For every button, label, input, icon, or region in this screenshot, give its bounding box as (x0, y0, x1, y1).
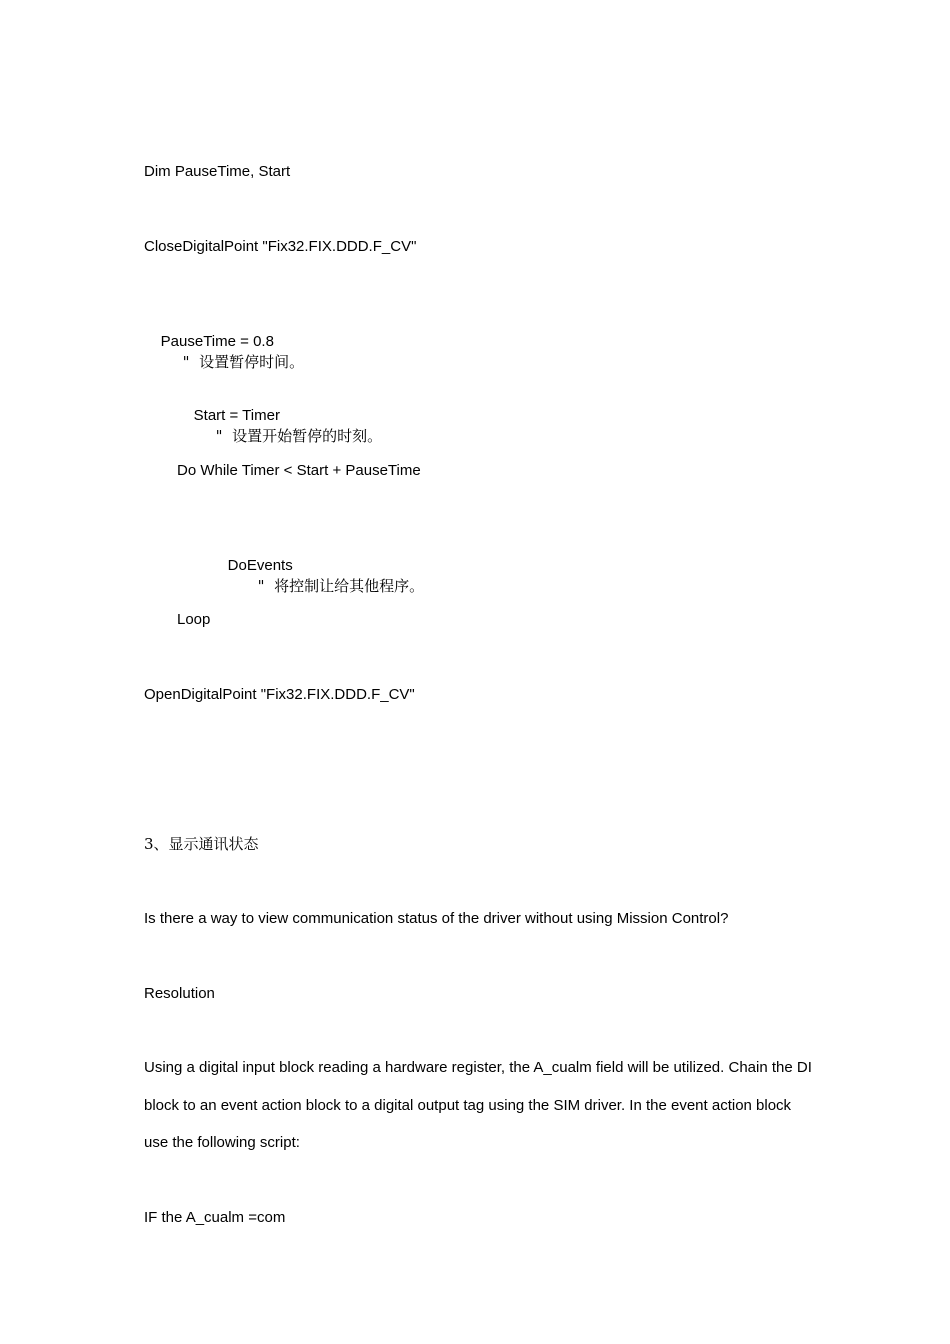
code-pause-statement: PauseTime = 0.8 (160, 333, 274, 350)
code-start-comment: " 设置开始暂停的时刻。 (215, 427, 383, 445)
question-text: Is there a way to view communication status of the driver without using Mission Control? (144, 910, 729, 927)
code-line-dim: Dim PauseTime, Start (144, 163, 291, 180)
resolution-label: Resolution (144, 985, 215, 1002)
code-doevents-statement: DoEvents (227, 557, 293, 574)
code-line-start-timer (177, 386, 382, 467)
code-start-statement: Start = Timer (193, 407, 280, 424)
resolution-body: Using a digital input block reading a hardware register, the A_cualm field will be utilized. Chain the DI block to an event action block to a digital output tag using the SIM driver. In the event action block use the following script: (144, 1059, 812, 1151)
code-line-close-digital-point: CloseDigitalPoint "Fix32.FIX.DDD.F_CV" (144, 238, 417, 255)
code-line-do-while: Do While Timer < Start + PauseTime (177, 462, 421, 479)
code-doevents-comment: " 将控制让给其他程序。 (257, 577, 425, 595)
code-line-doevents (211, 536, 424, 617)
code-line-pause-time (144, 312, 304, 393)
section-heading: 3、显示通讯状态 (144, 835, 259, 853)
code-line-open-digital-point: OpenDigitalPoint "Fix32.FIX.DDD.F_CV" (144, 686, 415, 703)
script-line: IF the A_cualm =com (144, 1209, 286, 1226)
code-line-loop: Loop (177, 611, 211, 628)
code-pause-comment: " 设置暂停时间。 (182, 353, 305, 371)
